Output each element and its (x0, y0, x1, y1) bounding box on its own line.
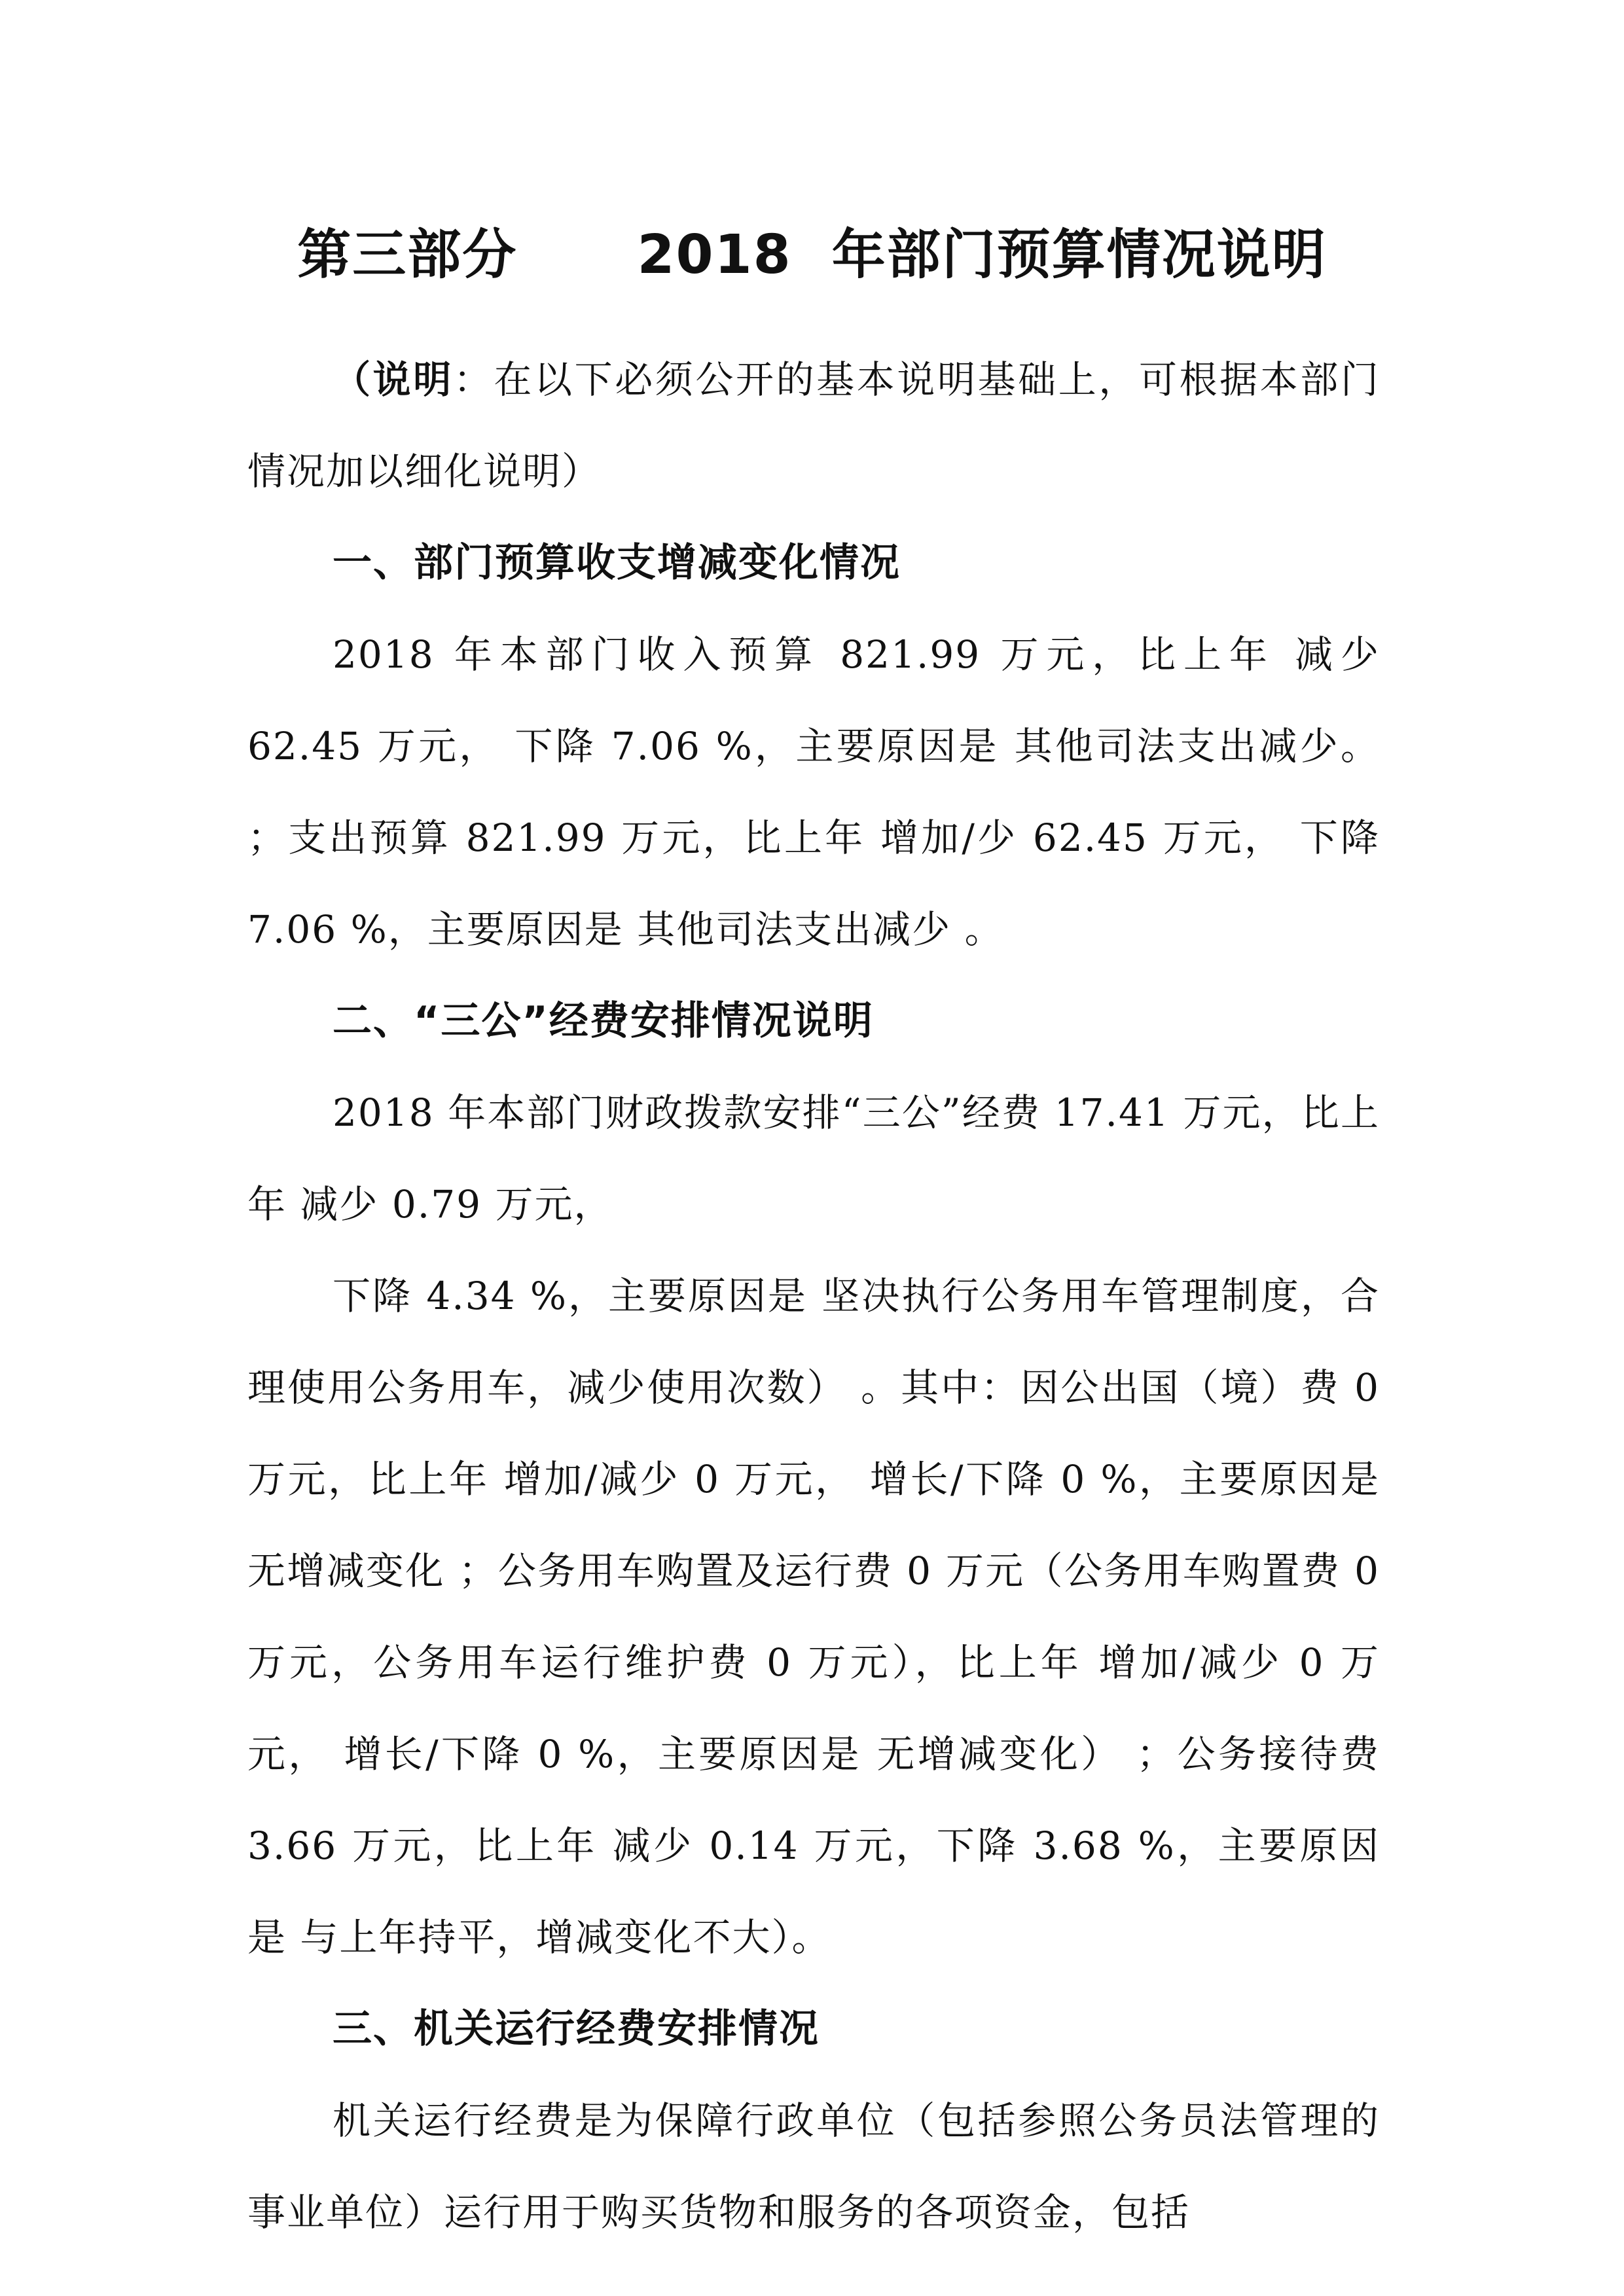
section-1-heading: 一、部门预算收支增减变化情况 (333, 540, 901, 586)
document-body (247, 334, 1380, 2258)
page-title: 第三部分 2018 年部门预算情况说明 (297, 224, 1327, 286)
section-2-heading: 二、“三公”经费安排情况说明 (333, 998, 874, 1044)
section-3-heading: 三、机关运行经费安排情况 (333, 2006, 820, 2052)
explanatory-note (247, 334, 1380, 517)
section-2-paragraph-2: 下降 4.34 %，主要原因是 坚决执行公务用车管理制度，合理使用公务用车，减少使用次数） 。其中：因公出国（境）费 0 万元，比上年 增加/减少 0 万元， 增长/下降 0 %，主要原因是 无增减变化 ；公务用车购置及运行费 0 万元（公务用车购置费 0 万元，公务用车运行维护费 0 万元），比上年 增加/减少 0 万元， 增长/下降 0 %，主要原因是 无增减变化） ；公务接待费 3.66 万元，比上年 减少 0.14 万元，下降 3.68 %，主要原因是 与上年持平，增减变化不大）。 (247, 1274, 1380, 1960)
note-text: ：在以下必须公开的基本说明基础上，可根据本部门情况加以细化说明） (247, 357, 1380, 493)
section-1-paragraph: 2018 年本部门收入预算 821.99 万元，比上年 减少 62.45 万元， 下降 7.06 %，主要原因是 其他司法支出减少。 ；支出预算 821.99 万元，比上年 增加/少 62.45 万元， 下降 7.06 %，主要原因是 其他司法支出减少 。 (247, 632, 1380, 952)
note-label: （说明 (333, 357, 454, 402)
section-2-paragraph-1: 2018 年本部门财政拨款安排“三公”经费 17.41 万元，比上年 减少 0.79 万元， (247, 1090, 1380, 1227)
section-3-paragraph: 机关运行经费是为保障行政单位（包括参照公务员法管理的事业单位）运行用于购买货物和服务的各项资金，包括 (247, 2098, 1380, 2234)
